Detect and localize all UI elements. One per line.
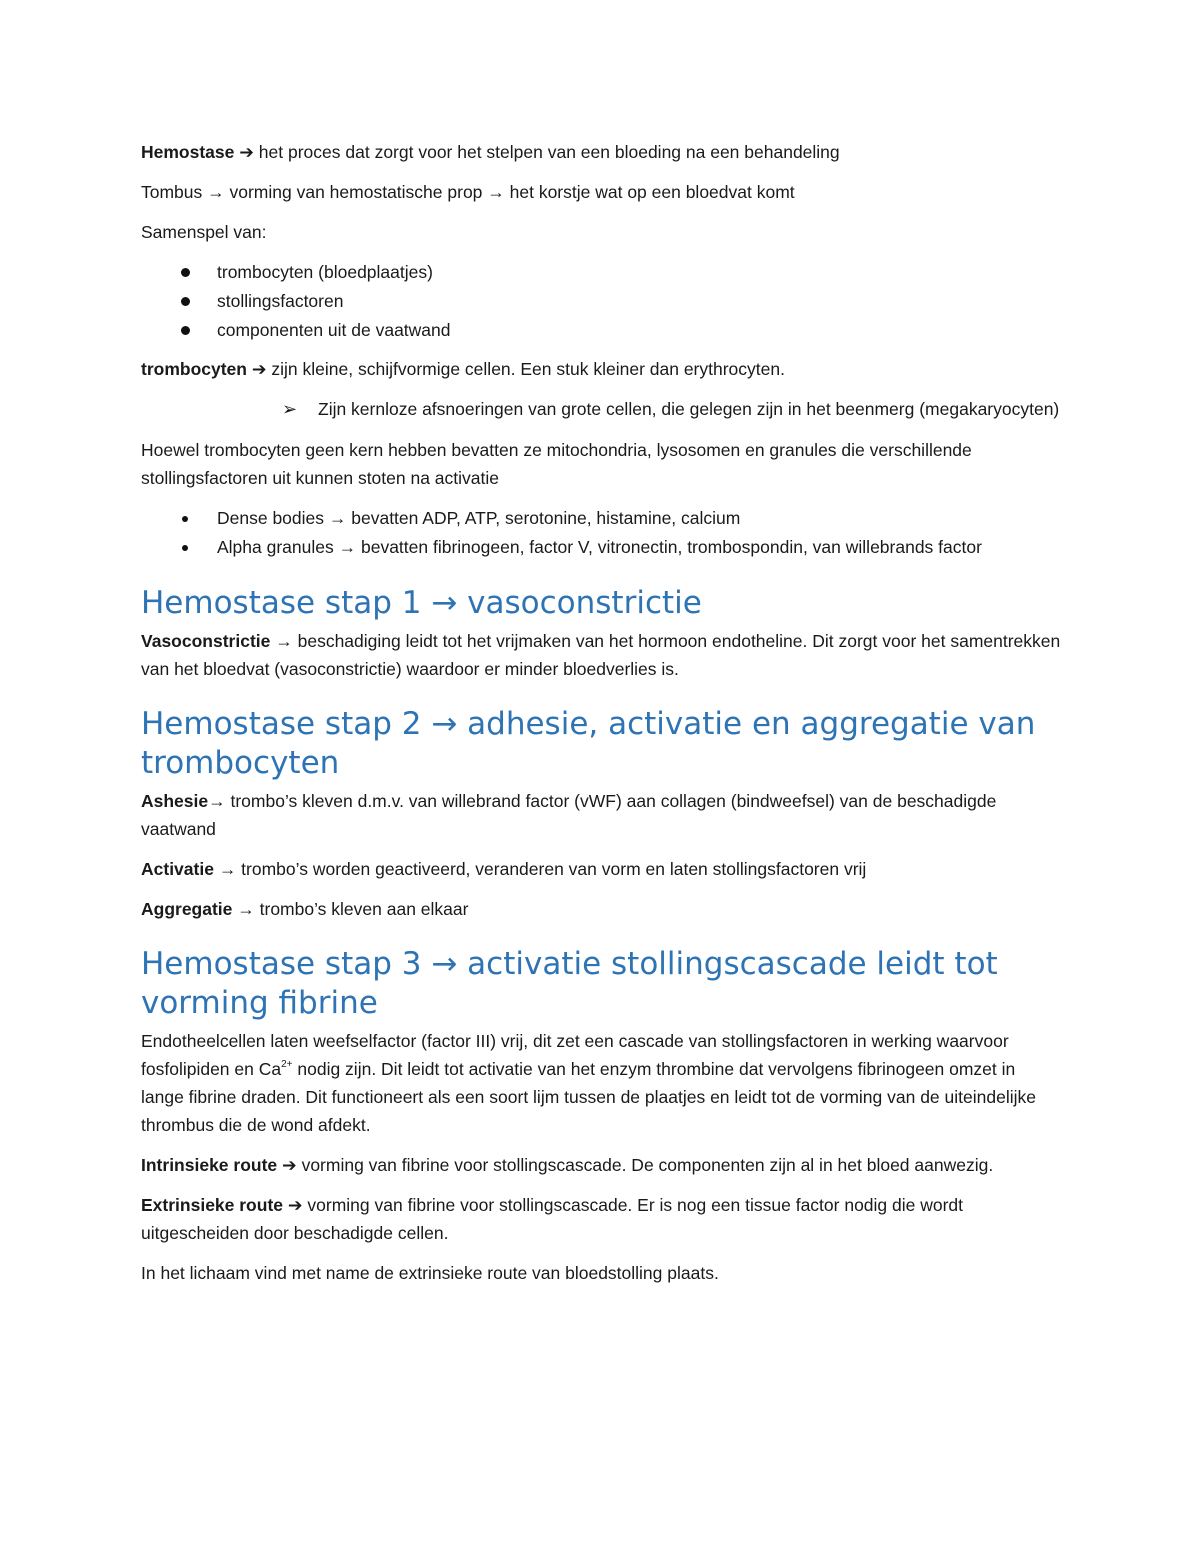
arrow-icon: ➔ xyxy=(287,1195,303,1215)
term-vasoconstrictie: Vasoconstrictie xyxy=(141,631,271,651)
granules-list xyxy=(141,504,1061,562)
intro-line-samenspel: Samenspel van: xyxy=(141,222,267,242)
term-extrinsieke-route: Extrinsieke route xyxy=(141,1195,283,1215)
superscript-charge: 2+ xyxy=(281,1059,293,1070)
aggregatie-paragraph: Aggregatie → trombo’s kleven aan elkaar xyxy=(141,899,469,919)
activatie-paragraph: Activatie → trombo’s worden geactiveerd, veranderen van vorm en laten stollingsfactoren vrij xyxy=(141,859,867,879)
list-item: stollingsfactoren xyxy=(141,287,1061,316)
arrow-bullet-item: ➢ Zijn kernloze afsnoeringen van grote cellen, die gelegen zijn in het beenmerg (megakaryocyten) xyxy=(141,395,1061,424)
term-trombocyten: trombocyten xyxy=(141,359,247,379)
arrow-icon: ➔ xyxy=(239,142,254,162)
conclusie-paragraph: In het lichaam vind met name de extrinsieke route van bloedstolling plaats. xyxy=(141,1263,719,1283)
heading-stap-1: Hemostase stap 1 → vasoconstrictie xyxy=(141,585,702,621)
term-activatie: Activatie xyxy=(141,859,214,879)
list-item: trombocyten (bloedplaatjes) xyxy=(141,258,1061,287)
list-item: Dense bodies → bevatten ADP, ATP, serotonine, histamine, calcium xyxy=(141,504,1061,533)
extrinsieke-paragraph: Extrinsieke route ➔ vorming van fibrine voor stollingscascade. Er is nog een tissue factor nodig die wordt uitgescheiden door beschadigde cellen. xyxy=(141,1195,964,1243)
adhesie-paragraph: Ashesie→ trombo’s kleven d.m.v. van willebrand factor (vWF) aan collagen (bindweefsel) van de beschadigde vaatwand xyxy=(141,791,997,839)
samenspel-list xyxy=(141,258,1061,345)
heading-stap-2: Hemostase stap 2 → adhesie, activatie en aggregatie van trombocyten xyxy=(141,706,1036,781)
intrinsieke-paragraph: Intrinsieke route ➔ vorming van fibrine voor stollingscascade. De componenten zijn al in het bloed aanwezig. xyxy=(141,1155,994,1175)
hoewel-paragraph: Hoewel trombocyten geen kern hebben bevatten ze mitochondria, lysosomen en granules die verschillende stollingsfactoren uit kunnen stoten na activatie xyxy=(141,440,972,488)
arrow-icon: ➔ xyxy=(251,359,267,379)
term-ashesie: Ashesie xyxy=(141,791,209,811)
arrow-icon: ➔ xyxy=(282,1155,297,1175)
list-item: Alpha granules → bevatten fibrinogeen, factor V, vitronectin, trombospondin, van willebrands factor xyxy=(141,533,1061,562)
document-page xyxy=(141,138,1061,1299)
trombocyten-paragraph: trombocyten ➔ zijn kleine, schijfvormige cellen. Een stuk kleiner dan erythrocyten. xyxy=(141,359,785,379)
term-aggregatie: Aggregatie xyxy=(141,899,233,919)
arrow-bullet-icon: ➢ xyxy=(282,399,298,419)
endotheelcellen-paragraph: Endotheelcellen laten weefselfactor (factor III) vrij, dit zet een cascade van stollingsfactoren in werking waarvoor fosfolipiden en $Ca^{2+}$ nodig zijn. Dit leidt tot activatie van het enzym thrombine dat vervolgens fibrinogeen omzet in lange fibrine draden. Dit functioneert als een soort lijm tussen de plaatjes en leidt tot de vorming van de uiteindelijke thrombus die de wond afdekt. xyxy=(141,1031,1036,1135)
intro-line-hemostase: Hemostase ➔ het proces dat zorgt voor het stelpen van een bloeding na een behandeling xyxy=(141,142,840,162)
heading-stap-3: Hemostase stap 3 → activatie stollingscascade leidt tot vorming fibrine xyxy=(141,946,998,1021)
term-hemostase: Hemostase xyxy=(141,142,235,162)
intro-line-tombus: Tombus → vorming van hemostatische prop → het korstje wat op een bloedvat komt xyxy=(141,182,795,202)
vasoconstrictie-paragraph: Vasoconstrictie → beschadiging leidt tot het vrijmaken van het hormoon endotheline. Dit zorgt voor het samentrekken van het bloedvat (vasoconstrictie) waardoor er minder bloedverlies is. xyxy=(141,631,1061,679)
list-item: componenten uit de vaatwand xyxy=(141,316,1061,345)
term-intrinsieke-route: Intrinsieke route xyxy=(141,1155,278,1175)
